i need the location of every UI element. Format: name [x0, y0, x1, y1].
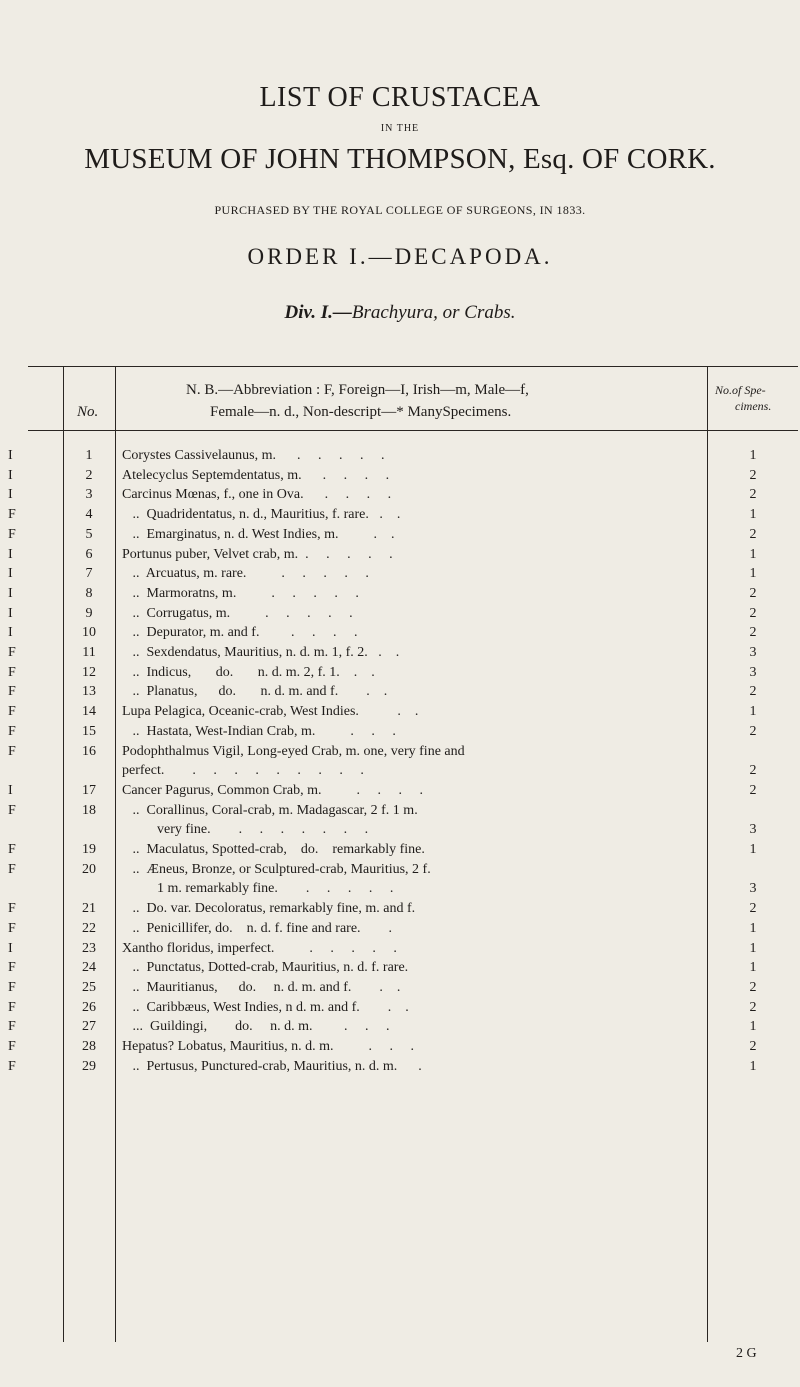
- number-cell: 16: [82, 743, 96, 759]
- number-cell: 21: [82, 901, 96, 917]
- number-cell: 26: [82, 999, 96, 1015]
- number-cell: 14: [82, 704, 96, 720]
- table-row: [0, 485, 800, 505]
- number-cell: 7: [85, 566, 93, 582]
- page-title: LIST OF CRUSTACEA: [259, 82, 541, 113]
- origin-cell: F: [8, 802, 16, 818]
- origin-cell: F: [8, 664, 16, 680]
- species-name-cell: .. Punctatus, Dotted-crab, Mauritius, n. d. f. rare.: [122, 960, 409, 976]
- species-name-cell: .. Pertusus, Punctured-crab, Mauritius, n. d. m. .: [122, 1058, 422, 1074]
- specimen-count-cell: 2: [749, 782, 757, 798]
- species-name-cell: 1 m. remarkably fine. . . . . .: [122, 881, 394, 897]
- number-cell: 6: [85, 546, 93, 562]
- table-row: [0, 545, 800, 565]
- species-name-cell: Cancer Pagurus, Common Crab, m. . . . .: [122, 782, 423, 798]
- origin-cell: I: [8, 467, 13, 483]
- species-name-cell: .. Æneus, Bronze, or Sculptured-crab, Mauritius, 2 f.: [122, 861, 431, 877]
- abbreviation-note-line-1: N. B.—Abbreviation : F, Foreign—I, Irish—m, Male—f,: [186, 382, 529, 398]
- table-row: [0, 919, 800, 939]
- species-name-cell: .. Arcuatus, m. rare. . . . . .: [122, 566, 369, 582]
- specimen-count-cell: 1: [749, 448, 757, 463]
- number-cell: 20: [82, 861, 96, 877]
- table-row: [0, 801, 800, 821]
- column-header-no: No.: [77, 404, 99, 420]
- table-row: [0, 623, 800, 643]
- specimen-count-cell: 2: [749, 723, 757, 739]
- origin-cell: I: [8, 940, 13, 956]
- species-name-cell: .. Marmoratns, m. . . . . .: [122, 585, 359, 601]
- number-cell: 4: [85, 507, 93, 523]
- species-name-cell: Podophthalmus Vigil, Long-eyed Crab, m. one, very fine and: [122, 743, 465, 759]
- species-name-cell: Xantho floridus, imperfect. . . . . .: [122, 940, 397, 956]
- species-name-cell: .. Maculatus, Spotted-crab, do. remarkably fine.: [122, 842, 425, 857]
- number-cell: 11: [82, 645, 96, 660]
- specimen-count-cell: 2: [749, 526, 757, 542]
- table-row: [0, 722, 800, 742]
- number-cell: 24: [82, 960, 96, 976]
- specimen-count-cell: 1: [749, 1019, 757, 1035]
- table-row: [0, 446, 800, 466]
- table-row: [0, 879, 800, 899]
- specimen-count-cell: 2: [749, 467, 757, 483]
- specimen-count-cell: 1: [749, 920, 757, 936]
- table-row: [0, 781, 800, 801]
- table-row: [0, 978, 800, 998]
- species-name-cell: .. Penicillifer, do. n. d. f. fine and rare. .: [122, 920, 393, 936]
- species-name-cell: .. Indicus, do. n. d. m. 2, f. 1. . .: [122, 664, 375, 680]
- origin-cell: F: [8, 723, 16, 739]
- origin-cell: F: [8, 1039, 16, 1054]
- origin-cell: F: [8, 960, 16, 976]
- table-row: [0, 761, 800, 781]
- species-name-cell: .. Sexdendatus, Mauritius, n. d. m. 1, f. 2. . .: [122, 645, 400, 660]
- specimen-count-cell: 2: [749, 999, 757, 1015]
- origin-cell: I: [8, 566, 13, 582]
- number-cell: 12: [82, 664, 96, 680]
- origin-cell: F: [8, 861, 16, 877]
- specimen-count-cell: 1: [749, 1058, 757, 1074]
- origin-cell: F: [8, 999, 16, 1015]
- specimen-count-cell: 1: [749, 960, 757, 976]
- table-row: [0, 643, 800, 663]
- species-name-cell: perfect. . . . . . . . . .: [122, 763, 364, 779]
- species-name-cell: Portunus puber, Velvet crab, m. . . . . .: [122, 546, 393, 562]
- origin-cell: F: [8, 507, 16, 523]
- number-cell: 5: [85, 526, 93, 542]
- table-row: [0, 584, 800, 604]
- origin-cell: F: [8, 920, 16, 936]
- species-name-cell: Lupa Pelagica, Oceanic-crab, West Indies. . .: [122, 704, 419, 720]
- specimen-count-cell: 1: [749, 940, 757, 956]
- purchased-subtitle: PURCHASED BY THE ROYAL COLLEGE OF SURGEONS, IN 1833.: [214, 203, 586, 217]
- origin-cell: I: [8, 585, 13, 601]
- origin-cell: F: [8, 645, 16, 660]
- number-cell: 18: [82, 802, 96, 818]
- specimen-count-cell: 2: [749, 684, 757, 700]
- division-name: Brachyura, or Crabs.: [351, 302, 516, 323]
- species-name-cell: very fine. . . . . . . .: [122, 822, 369, 838]
- species-name-cell: .. Caribbæus, West Indies, n d. m. and f. . .: [122, 999, 409, 1015]
- number-cell: 25: [82, 979, 96, 995]
- species-name-cell: .. Depurator, m. and f. . . . .: [122, 625, 358, 641]
- species-name-cell: .. Planatus, do. n. d. m. and f. . .: [122, 684, 388, 700]
- table-row: [0, 702, 800, 722]
- column-header-specimens-1: No.of Spe-: [715, 383, 766, 397]
- specimen-count-cell: 2: [749, 901, 757, 917]
- origin-cell: I: [8, 625, 13, 641]
- origin-cell: F: [8, 526, 16, 542]
- table-row: [0, 604, 800, 624]
- table-row: [0, 998, 800, 1018]
- species-name-cell: .. Quadridentatus, n. d., Mauritius, f. rare. . .: [122, 507, 401, 523]
- number-cell: 9: [85, 605, 93, 621]
- species-name-cell: Carcinus Mœnas, f., one in Ova. . . . .: [122, 487, 392, 503]
- origin-cell: F: [8, 704, 16, 720]
- specimen-count-cell: 1: [749, 507, 757, 523]
- number-cell: 28: [82, 1039, 96, 1054]
- table-row: [0, 742, 800, 762]
- specimen-count-cell: 2: [749, 763, 757, 779]
- table-row: [0, 1037, 800, 1057]
- specimen-count-cell: 2: [749, 625, 757, 641]
- division-heading: [0, 302, 800, 324]
- species-name-cell: Hepatus? Lobatus, Mauritius, n. d. m. . . .: [122, 1039, 415, 1054]
- column-header-specimens-2: cimens.: [735, 399, 772, 413]
- division-prefix: Div. I.—: [284, 302, 352, 323]
- number-cell: 2: [85, 467, 93, 483]
- specimen-count-cell: 3: [749, 645, 757, 660]
- table-row: [0, 466, 800, 486]
- table-row: [0, 564, 800, 584]
- species-name-cell: .. Do. var. Decoloratus, remarkably fine, m. and f.: [122, 901, 416, 917]
- number-cell: 10: [82, 625, 96, 641]
- specimen-count-cell: 1: [749, 704, 757, 720]
- specimen-count-cell: 1: [749, 566, 757, 582]
- origin-cell: I: [8, 448, 13, 463]
- abbreviation-note-line-2: Female—n. d., Non-descript—* ManySpecimens.: [210, 404, 512, 420]
- specimen-count-cell: 3: [749, 881, 757, 897]
- species-name-cell: .. Hastata, West-Indian Crab, m. . . .: [122, 723, 396, 739]
- origin-cell: I: [8, 487, 13, 503]
- number-cell: 19: [82, 842, 96, 857]
- origin-cell: F: [8, 684, 16, 700]
- specimen-count-cell: 2: [749, 605, 757, 621]
- species-name-cell: ... Guildingi, do. n. d. m. . . .: [122, 1019, 390, 1035]
- table-row: [0, 860, 800, 880]
- table-row: [0, 820, 800, 840]
- number-cell: 13: [82, 684, 96, 700]
- origin-cell: F: [8, 842, 16, 857]
- table-row: [0, 840, 800, 860]
- signature-mark: 2 G: [736, 1346, 757, 1361]
- table-row: [0, 1017, 800, 1037]
- number-cell: 22: [82, 920, 96, 936]
- species-name-cell: Corystes Cassivelaunus, m. . . . . .: [122, 448, 385, 463]
- specimen-count-cell: 2: [749, 979, 757, 995]
- number-cell: 23: [82, 940, 96, 956]
- specimen-count-cell: 2: [749, 487, 757, 503]
- number-cell: 8: [85, 585, 93, 601]
- species-name-cell: .. Emarginatus, n. d. West Indies, m. . .: [122, 526, 395, 542]
- specimen-count-cell: 3: [749, 822, 757, 838]
- number-cell: 1: [85, 448, 93, 463]
- specimen-count-cell: 1: [749, 546, 757, 562]
- number-cell: 17: [82, 782, 96, 798]
- table-row: [0, 1057, 800, 1077]
- order-heading: ORDER I.—DECAPODA.: [247, 244, 553, 269]
- table-row: [0, 939, 800, 959]
- table-row: [0, 682, 800, 702]
- table-top-rule: [28, 366, 798, 367]
- species-name-cell: Atelecyclus Septemdentatus, m. . . . .: [122, 467, 390, 483]
- number-cell: 27: [82, 1019, 96, 1035]
- origin-cell: F: [8, 1058, 16, 1074]
- species-name-cell: .. Corrugatus, m. . . . . .: [122, 605, 353, 621]
- specimen-count-cell: 1: [749, 842, 757, 857]
- origin-cell: F: [8, 743, 16, 759]
- specimen-count-cell: 3: [749, 664, 757, 680]
- origin-cell: F: [8, 901, 16, 917]
- table-row: [0, 663, 800, 683]
- origin-cell: I: [8, 605, 13, 621]
- origin-cell: F: [8, 1019, 16, 1035]
- number-cell: 15: [82, 723, 96, 739]
- origin-cell: I: [8, 782, 13, 798]
- table-row: [0, 525, 800, 545]
- species-name-cell: .. Corallinus, Coral-crab, m. Madagascar, 2 f. 1 m.: [122, 802, 418, 818]
- table-row: [0, 505, 800, 525]
- table-row: [0, 958, 800, 978]
- in-the-label: IN THE: [380, 123, 420, 134]
- origin-cell: F: [8, 979, 16, 995]
- number-cell: 29: [82, 1058, 96, 1074]
- specimen-count-cell: 2: [749, 1039, 757, 1054]
- species-name-cell: .. Mauritianus, do. n. d. m. and f. . .: [122, 979, 401, 995]
- table-row: [0, 899, 800, 919]
- number-cell: 3: [85, 487, 93, 503]
- table-header-rule: [28, 430, 798, 431]
- museum-heading: MUSEUM OF JOHN THOMPSON, Esq. OF CORK.: [84, 143, 716, 175]
- specimen-count-cell: 2: [749, 585, 757, 601]
- origin-cell: I: [8, 546, 13, 562]
